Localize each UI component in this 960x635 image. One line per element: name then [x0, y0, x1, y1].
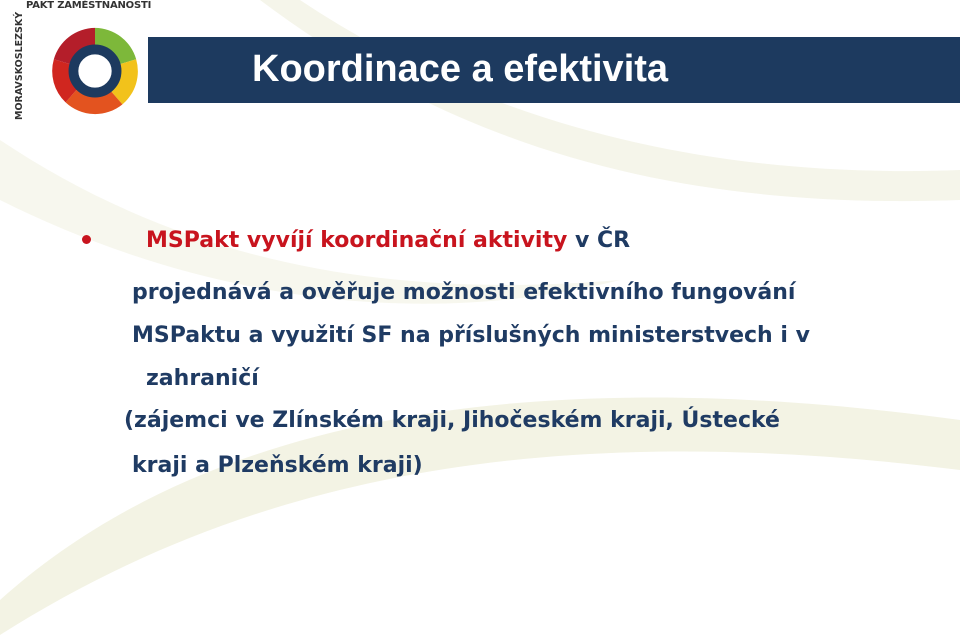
logo-side-text: MORAVSKOSLEZSKÝ	[14, 11, 25, 120]
bullet-line: MSPaktu a využití SF na příslušných ministerstvech i v	[132, 323, 810, 348]
highlight-tail: v ČR	[567, 228, 631, 253]
bullet-first-line	[146, 226, 630, 256]
bullet-line: projednává a ověřuje možnosti efektivního fungování	[132, 280, 796, 305]
page-title: Koordinace a efektivita	[252, 48, 669, 90]
highlight-text: MSPakt vyvíjí koordinační aktivity	[146, 228, 568, 253]
bullet-line: (zájemci ve Zlínském kraji, Jihočeském kraji, Ústecké	[124, 408, 780, 433]
bullet-line: kraji a Plzeňském kraji)	[132, 453, 423, 478]
bullet-line: zahraničí	[146, 366, 259, 391]
logo-title: PAKT ZAMĚSTNANOSTI	[26, 0, 152, 11]
bullet-marker	[82, 235, 91, 244]
pakt-logo-ring-icon	[46, 22, 144, 120]
